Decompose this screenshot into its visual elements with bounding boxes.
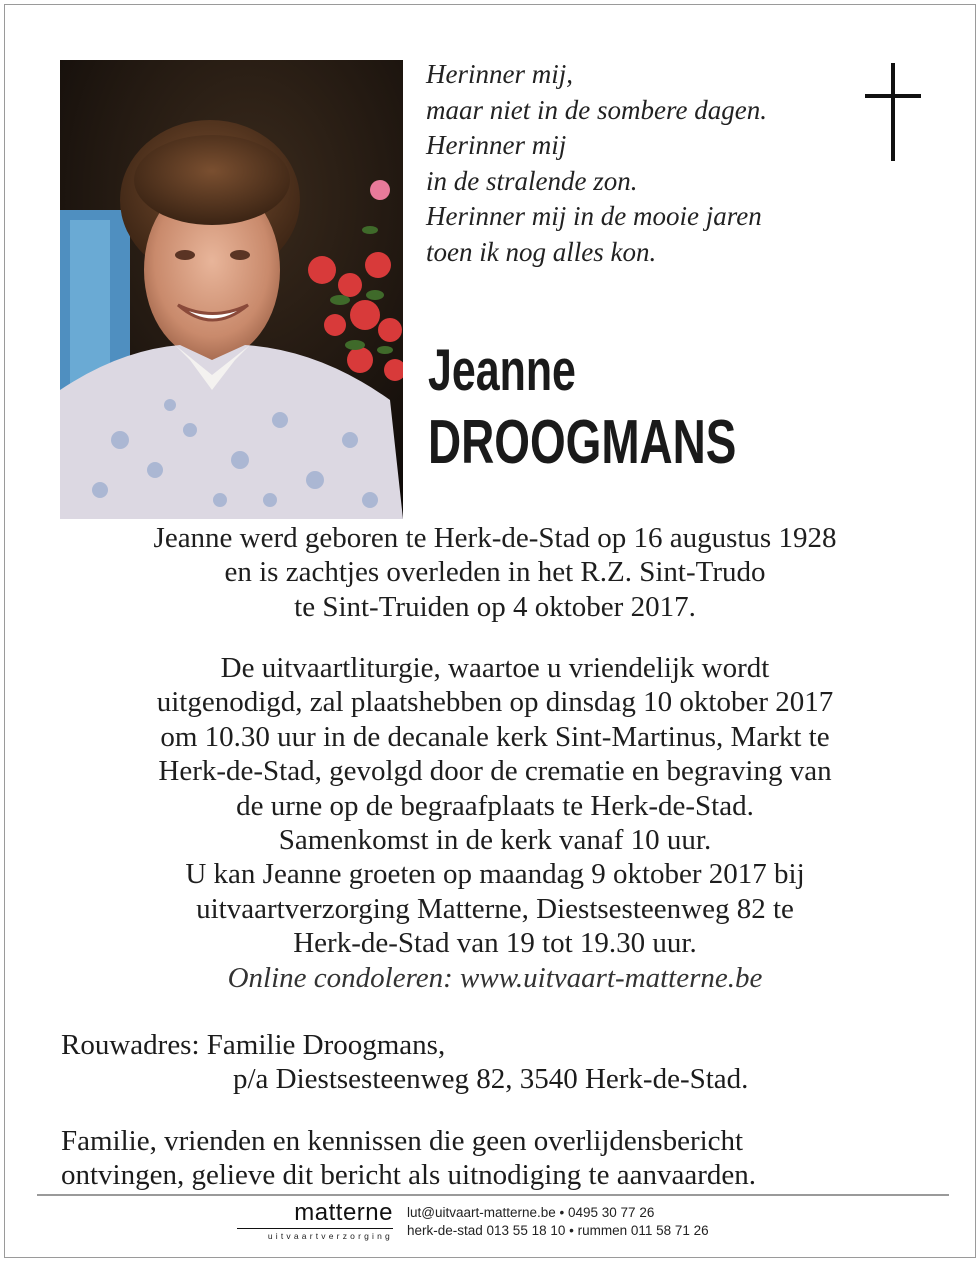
address-line: p/a Diestsesteenweg 82, 3540 Herk-de-Stad. <box>233 1063 749 1096</box>
poem-line: Herinner mij in de mooie jaren <box>426 201 762 231</box>
text-line: te Sint-Truiden op 4 oktober 2017. <box>294 590 696 623</box>
text-line: de urne op de begraafplaats te Herk-de-Stad. <box>236 789 754 822</box>
text-line: De uitvaartliturgie, waartoe u vriendelijk wordt <box>220 652 770 684</box>
obituary-card <box>4 4 976 1258</box>
logo-wordmark: matterne <box>294 1199 393 1226</box>
mourning-address <box>61 1028 748 1097</box>
text-line: en is zachtjes overleden in het R.Z. Sint-Trudo <box>224 556 766 589</box>
text-line: uitgenodigd, zal plaatshebben op dinsdag 10 oktober 2017 <box>156 686 834 719</box>
text-line: Herk-de-Stad van 19 tot 19.30 uur. <box>293 927 697 960</box>
portrait-photo <box>60 60 403 519</box>
text-line: om 10.30 uur in de decanale kerk Sint-Martinus, Markt te <box>160 720 830 753</box>
footer-divider <box>37 1194 949 1196</box>
birth-death-text <box>45 521 945 624</box>
closing-text <box>61 1124 756 1193</box>
logo-underline <box>237 1228 393 1229</box>
poem-line: Herinner mij, <box>426 59 573 89</box>
text-line: Jeanne werd geboren te Herk-de-Stad op 16 augustus 1928 <box>153 522 837 554</box>
poem-line: maar niet in de sombere dagen. <box>426 94 767 125</box>
matterne-logo <box>237 1199 393 1241</box>
online-condolence-link[interactable]: Online condoleren: www.uitvaart-matterne.be <box>227 961 763 994</box>
first-name: Jeanne <box>428 338 576 403</box>
poem-line: Herinner mij <box>426 130 567 160</box>
memorial-poem <box>426 57 856 270</box>
logo-tagline: uitvaartverzorging <box>267 1231 393 1241</box>
footer-contact <box>407 1204 709 1240</box>
text-line: uitvaartverzorging Matterne, Diestsesteenweg 82 te <box>196 892 794 925</box>
text-line: Samenkomst in de kerk vanaf 10 uur. <box>278 824 712 857</box>
funeral-text <box>45 651 945 995</box>
text-line: Familie, vrienden en kennissen die geen overlijdensbericht <box>61 1125 744 1157</box>
poem-line: toen ik nog alles kon. <box>426 236 657 267</box>
poem-line: in de stralende zon. <box>426 165 638 196</box>
contact-email-phone[interactable]: lut@uitvaart-matterne.be • 0495 30 77 26 <box>407 1205 655 1220</box>
contact-branch-phones: herk-de-stad 013 55 18 10 • rummen 011 58 71 26 <box>407 1223 709 1238</box>
text-line: ontvingen, gelieve dit bericht als uitnodiging te aanvaarden. <box>61 1159 756 1192</box>
address-line: Rouwadres: Familie Droogmans, <box>61 1029 446 1061</box>
latin-cross-icon <box>865 63 921 161</box>
text-line: U kan Jeanne groeten op maandag 9 oktober 2017 bij <box>185 858 805 891</box>
last-name: DROOGMANS <box>428 408 737 477</box>
text-line: Herk-de-Stad, gevolgd door de crematie en begraving van <box>158 755 832 788</box>
